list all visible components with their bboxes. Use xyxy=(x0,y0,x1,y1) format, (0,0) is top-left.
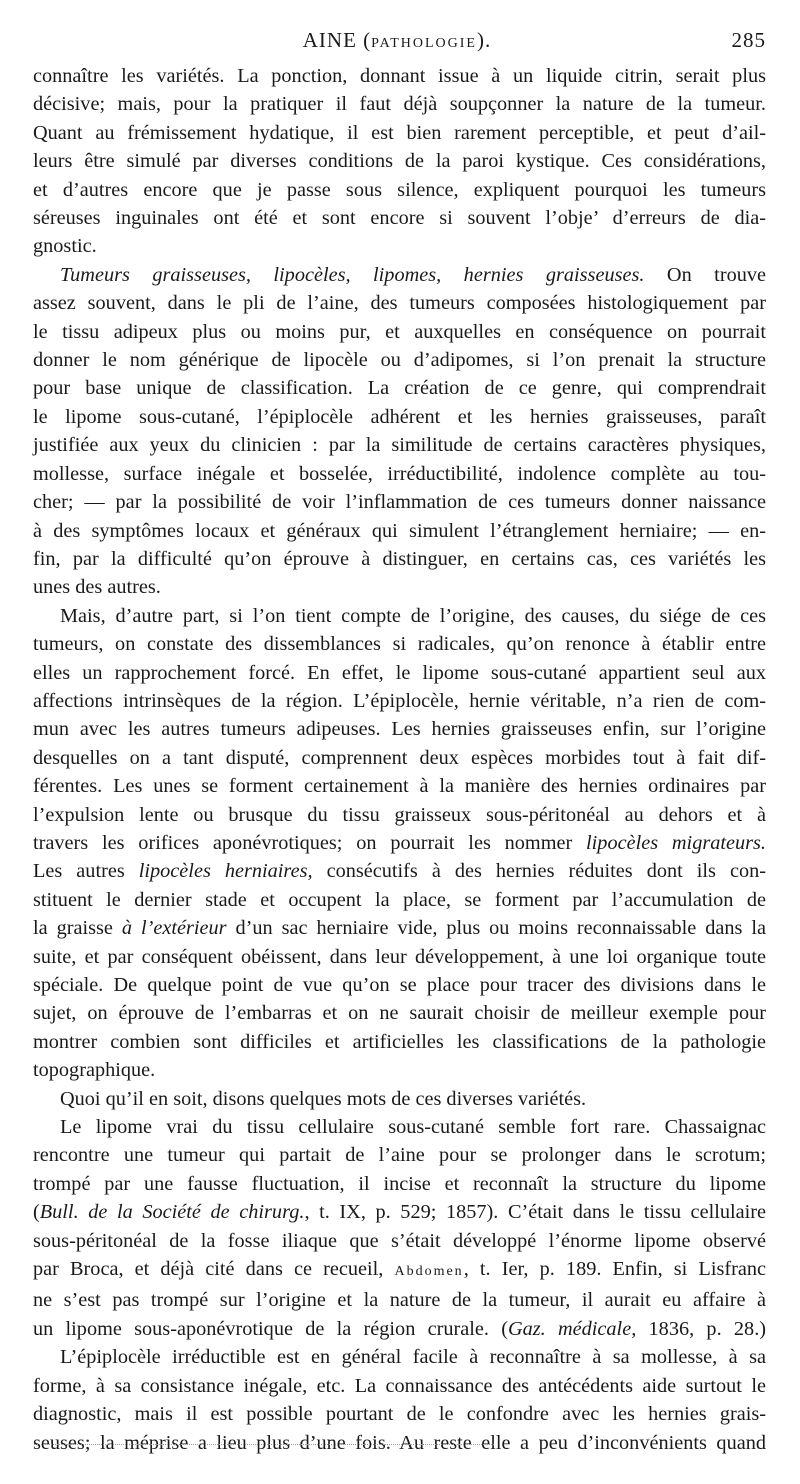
text-line xyxy=(33,1198,766,1226)
line-text: consécutifs à des hernies réduites dont ils con- xyxy=(312,860,766,883)
text-line xyxy=(33,147,766,175)
line-text: tumeurs, on constate des dissemblances si radicales, qu’on renonce à établir entre xyxy=(33,633,766,656)
line-text: donner le nom générique de lipocèle ou d’adipomes, si l’on prenait la structure xyxy=(33,349,766,372)
text-line xyxy=(33,545,766,573)
text-line xyxy=(33,744,766,772)
text-line xyxy=(33,1170,766,1198)
line-text: connaître les variétés. La ponction, donnant issue à un liquide citrin, serait plus xyxy=(33,65,766,87)
line-text: sous-péritonéal de la fosse iliaque que s’était développé l’énorme lipome observé xyxy=(33,1229,766,1252)
line-text: elles un rapprochement forcé. En effet, le lipome sous-cutané appartient seul aux xyxy=(33,661,766,684)
text-line xyxy=(33,318,766,346)
italic-text: lipocèles migrateurs. xyxy=(586,831,766,854)
line-text: la graisse xyxy=(33,917,122,940)
line-text: seuses; la méprise a lieu plus d’une fois. Au reste elle a peu d’inconvénients quand xyxy=(33,1431,766,1454)
text-line xyxy=(33,232,766,260)
text-line xyxy=(33,1400,766,1428)
line-text: le lipome sous-cutané, l’épiplocèle adhérent et les hernies graisseuses, paraît xyxy=(33,405,766,428)
line-text: suite, et par conséquent obéissent, dans leur développement, à une loi organique toute xyxy=(33,945,766,968)
text-line xyxy=(33,1429,766,1457)
italic-text: Tumeurs graisseuses, lipocèles, lipomes, hernies graisseuses. xyxy=(60,263,645,286)
text-line xyxy=(33,914,766,942)
line-text: et d’autres encore que je passe sous silence, expliquent pourquoi les tumeurs xyxy=(33,178,766,201)
running-header xyxy=(28,28,766,58)
line-text: montrer combien sont difficiles et artificielles les classifications de la pathologie xyxy=(33,1030,766,1053)
italic-text: à l’extérieur xyxy=(121,917,227,940)
body-text xyxy=(33,62,766,1457)
text-line xyxy=(33,1056,766,1084)
line-text: leurs être simulé par diverses conditions de la paroi kystique. Ces considérations, xyxy=(33,150,766,173)
line-text: Mais, d’autre part, si l’on tient compte de l’origine, des causes, du siége de ces xyxy=(60,604,766,627)
line-text: topographique. xyxy=(33,1059,156,1082)
line-text: 1836, p. 28.) xyxy=(636,1317,767,1340)
line-text: , t. Ier, p. 189. Enfin, si Lisfranc xyxy=(463,1258,766,1281)
line-text: ne s’est pas trompé sur l’origine et la nature de la tumeur, il aurait eu affaire à xyxy=(33,1289,766,1312)
text-line xyxy=(33,1286,766,1314)
text-line xyxy=(33,1343,766,1371)
text-line xyxy=(33,403,766,431)
line-text: pour base unique de classification. La création de ce genre, qui comprendrait xyxy=(33,377,766,400)
small-caps-text: Abdomen xyxy=(394,1264,464,1280)
italic-text: lipocèles herniaires, xyxy=(138,860,313,883)
line-text: On trouve xyxy=(644,263,766,286)
line-text: férentes. Les unes se forment certainement à la manière des hernies ordinaires par xyxy=(33,775,766,798)
line-text: fin, par la difficulté qu’on éprouve à distinguer, en certains cas, ces variétés les xyxy=(33,547,766,570)
running-title-close: ). xyxy=(476,28,492,52)
italic-text: Gaz. médicale, xyxy=(507,1317,637,1340)
text-line xyxy=(33,999,766,1027)
text-line xyxy=(33,460,766,488)
line-text: ( xyxy=(33,1201,40,1224)
text-line xyxy=(33,1315,766,1343)
line-text: séreuses inguinales ont été et sont encore si souvent l’obje’ d’erreurs de dia- xyxy=(33,207,766,230)
line-text: trompé par une fausse fluctuation, il incise et reconnaît la structure du lipome xyxy=(33,1172,766,1195)
line-text: assez souvent, dans le pli de l’aine, des tumeurs composées histologiquement par xyxy=(33,292,766,315)
text-line xyxy=(33,176,766,204)
line-text: forme, à sa consistance inégale, etc. La connaissance des antécédents aide surtout le xyxy=(33,1374,766,1397)
text-line xyxy=(33,659,766,687)
line-text: travers les orifices aponévrotiques; on pourrait les nommer xyxy=(33,831,587,854)
text-line xyxy=(33,602,766,630)
line-text: unes des autres. xyxy=(33,576,161,599)
running-title-text: AINE ( xyxy=(302,28,372,52)
text-line xyxy=(33,62,766,90)
text-line xyxy=(33,886,766,914)
text-line xyxy=(33,1028,766,1056)
text-line xyxy=(33,1227,766,1255)
text-line xyxy=(33,1255,766,1286)
italic-text: Bull. de la Société de chirurg. xyxy=(39,1201,305,1224)
text-line xyxy=(33,1141,766,1169)
text-line xyxy=(33,1372,766,1400)
text-line xyxy=(33,630,766,658)
text-line xyxy=(33,119,766,147)
text-line xyxy=(33,204,766,232)
line-text: rencontre une tumeur qui partait de l’aine pour se prolonger dans le scrotum; xyxy=(33,1144,766,1167)
line-text: Quant au frémissement hydatique, il est bien rarement perceptible, et peut d’ail- xyxy=(33,121,766,144)
line-text: mun avec les autres tumeurs adipeuses. Les hernies graisseuses enfin, sur l’origine xyxy=(33,718,766,741)
line-text: stituent le dernier stade et occupent la place, se forment par l’accumulation de xyxy=(33,888,766,911)
text-line xyxy=(33,1085,766,1113)
line-text: Les autres xyxy=(33,860,139,883)
line-text: justifiée aux yeux du clinicien : par la similitude de certains caractères physiques, xyxy=(33,434,766,457)
text-line xyxy=(33,971,766,999)
text-line xyxy=(33,1113,766,1141)
text-line xyxy=(33,573,766,601)
line-text: sujet, on éprouve de l’embarras et on ne saurait choisir de meilleur exemple pour xyxy=(33,1002,766,1025)
line-text: desquelles on a tant disputé, comprennent deux espèces morbides tout à fait dif- xyxy=(33,746,766,769)
line-text: d’un sac herniaire vide, plus ou moins reconnaissable dans la xyxy=(226,917,766,940)
line-text: mollesse, surface inégale et bosselée, irréductibilité, indolence complète au tou- xyxy=(33,462,766,485)
text-line xyxy=(33,943,766,971)
text-line xyxy=(33,289,766,317)
line-text: diagnostic, mais il est possible pourtant de le confondre avec les hernies grais- xyxy=(33,1403,766,1426)
section-name: PATHOLOGIE xyxy=(371,36,477,51)
text-line xyxy=(33,488,766,516)
text-line xyxy=(33,687,766,715)
line-text: spéciale. De quelque point de vue qu’on se place pour tracer des divisions dans le xyxy=(33,974,766,996)
text-line xyxy=(33,346,766,374)
line-text: Le lipome vrai du tissu cellulaire sous-cutané semble fort rare. Chassaignac xyxy=(60,1116,766,1139)
line-text: par Broca, et déjà cité dans ce recueil, xyxy=(33,1258,395,1281)
text-line xyxy=(33,772,766,800)
line-text: gnostic. xyxy=(33,235,97,258)
line-text: Quoi qu’il en soit, disons quelques mots de ces diverses variétés. xyxy=(60,1087,587,1110)
line-text: l’expulsion lente ou brusque du tissu graisseux sous-péritonéal au dehors et à xyxy=(33,803,766,826)
line-text: le tissu adipeux plus ou moins pur, et auxquelles en conséquence on pourrait xyxy=(33,320,766,343)
text-line xyxy=(33,829,766,857)
running-title xyxy=(28,28,766,53)
line-text: L’épiplocèle irréductible est en général facile à reconnaître à sa mollesse, à sa xyxy=(60,1346,766,1369)
line-text: à des symptômes locaux et généraux qui simulent l’étranglement herniaire; — en- xyxy=(33,519,766,542)
text-line xyxy=(33,857,766,885)
line-text: un lipome sous-aponévrotique de la région crurale. ( xyxy=(33,1317,508,1340)
text-line xyxy=(33,90,766,118)
text-line xyxy=(33,374,766,402)
line-text: décisive; mais, pour la pratiquer il faut déjà soupçonner la nature de la tumeur. xyxy=(33,93,766,116)
text-line xyxy=(33,261,766,289)
text-line xyxy=(33,517,766,545)
bottom-rule xyxy=(34,1444,494,1445)
text-line xyxy=(33,715,766,743)
page-number: 285 xyxy=(731,28,766,52)
line-text: cher; — par la possibilité de voir l’inflammation de ces tumeurs donner naissance xyxy=(33,491,766,514)
line-text: affections intrinsèques de la région. L’épiplocèle, hernie véritable, n’a rien de com- xyxy=(33,689,766,712)
line-text: , t. IX, p. 529; 1857). C’était dans le tissu cellulaire xyxy=(304,1201,767,1224)
text-line xyxy=(33,801,766,829)
text-line xyxy=(33,431,766,459)
